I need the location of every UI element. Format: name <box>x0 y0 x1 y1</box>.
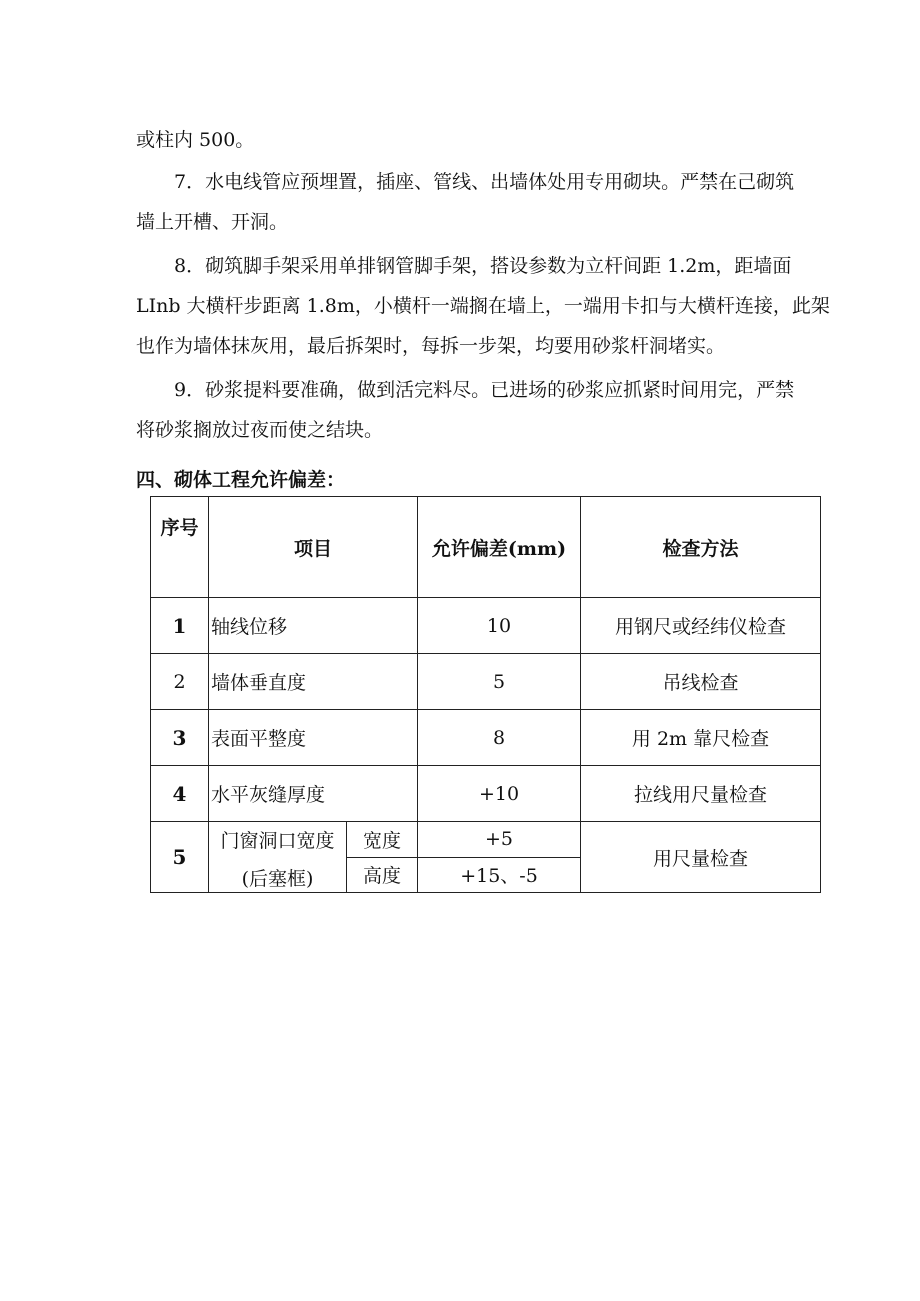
header-tolerance: 允许偏差(mm) <box>418 497 581 598</box>
item-line: (后塞框) <box>241 868 314 890</box>
text-line: 8．砌筑脚手架采用单排钢管脚手架，搭设参数为立杆间距 1.2m，距墙面 <box>174 255 792 277</box>
header-method: 检查方法 <box>581 497 821 598</box>
cell-item: 表面平整度 <box>209 710 418 766</box>
cell-seq: 1 <box>151 598 209 654</box>
header-seq: 序号 <box>151 497 209 598</box>
cell-item <box>209 822 347 893</box>
item-line: 门窗洞口宽度 <box>220 830 335 852</box>
table-row <box>151 822 821 858</box>
table-header-row <box>151 497 821 598</box>
section-heading: 四、砌体工程允许偏差： <box>136 469 346 491</box>
text-line: 或柱内 500。 <box>136 129 255 151</box>
paragraph-item-8 <box>136 246 830 366</box>
table-row <box>151 710 821 766</box>
paragraph-item-7 <box>136 162 794 242</box>
paragraph-continuation <box>136 120 254 160</box>
cell-method: 用 2m 靠尺检查 <box>581 710 821 766</box>
cell-tolerance: +15、-5 <box>418 857 581 893</box>
text-line: 墙上开槽、开洞。 <box>136 211 289 233</box>
cell-tolerance: +10 <box>418 766 581 822</box>
tolerance-table <box>150 496 821 893</box>
cell-method: 用尺量检查 <box>581 822 821 893</box>
cell-item: 轴线位移 <box>209 598 418 654</box>
cell-item: 墙体垂直度 <box>209 654 418 710</box>
text-line: LInb 大横杆步距离 1.8m，小横杆一端搁在墙上，一端用卡扣与大横杆连接，此架 <box>136 295 830 317</box>
text-line: 9．砂浆提料要准确，做到活完料尽。已进场的砂浆应抓紧时间用完，严禁 <box>174 379 795 401</box>
cell-seq: 2 <box>151 654 209 710</box>
table-row <box>151 766 821 822</box>
table-row <box>151 598 821 654</box>
cell-method: 用钢尺或经纬仪检查 <box>581 598 821 654</box>
paragraph-item-9 <box>136 370 794 450</box>
cell-method: 吊线检查 <box>581 654 821 710</box>
cell-tolerance: +5 <box>418 822 581 858</box>
text-line: 7．水电线管应预埋置，插座、管线、出墙体处用专用砌块。严禁在己砌筑 <box>174 171 795 193</box>
cell-seq: 4 <box>151 766 209 822</box>
cell-tolerance: 5 <box>418 654 581 710</box>
cell-sub-label: 宽度 <box>347 822 418 858</box>
cell-item: 水平灰缝厚度 <box>209 766 418 822</box>
cell-seq: 5 <box>151 822 209 893</box>
cell-tolerance: 8 <box>418 710 581 766</box>
header-item: 项目 <box>209 497 418 598</box>
cell-tolerance: 10 <box>418 598 581 654</box>
cell-sub-label: 高度 <box>347 857 418 893</box>
cell-seq: 3 <box>151 710 209 766</box>
text-line: 将砂浆搁放过夜而使之结块。 <box>136 419 384 441</box>
table-row <box>151 654 821 710</box>
text-line: 也作为墙体抹灰用，最后拆架时，每拆一步架，均要用砂浆杆洞堵实。 <box>136 335 726 357</box>
cell-method: 拉线用尺量检查 <box>581 766 821 822</box>
